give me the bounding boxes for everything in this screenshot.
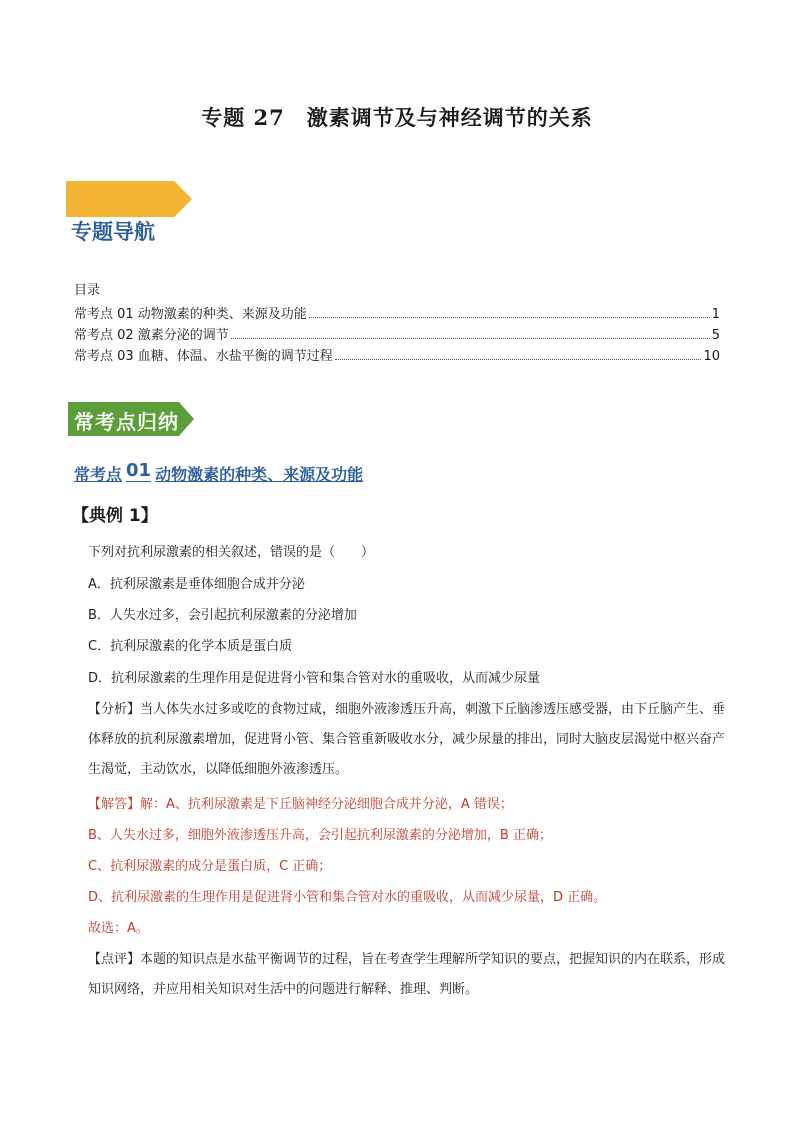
point-number: 01 — [126, 460, 152, 481]
summary-banner — [68, 402, 194, 436]
answer-line-5: 故选：A。 — [88, 921, 149, 936]
toc-item-text: 常考点 01 动物激素的种类、来源及功能 — [74, 307, 307, 322]
example-label: 【典例 1】 — [72, 506, 158, 526]
toc-label: 目录 — [74, 283, 101, 298]
summary-banner-label: 常考点归纳 — [74, 410, 179, 434]
page-title: 专题 27 激素调节及与神经调节的关系 — [201, 105, 593, 130]
toc-item-3[interactable] — [74, 346, 720, 364]
answer-line-3: C、抗利尿激素的成分是蛋白质，C 正确； — [88, 859, 332, 874]
answer-line-1 — [88, 796, 513, 814]
toc-leader — [335, 359, 702, 360]
comment-tag: 【点评】 — [88, 952, 141, 967]
toc-page: 5 — [711, 328, 720, 343]
analysis-tag: 【分析】 — [88, 702, 141, 717]
nav-banner-shape — [66, 181, 192, 217]
nav-banner — [66, 181, 192, 217]
analysis-block — [88, 695, 728, 785]
option-c: C．抗利尿激素的化学本质是蛋白质 — [88, 639, 293, 654]
toc-item-2[interactable] — [74, 325, 720, 343]
option-b: B．人失水过多，会引起抗利尿激素的分泌增加 — [88, 608, 357, 623]
answer-line-4: D、抗利尿激素的生理作用是促进肾小管和集合管对水的重吸收，从而减少尿量，D 正确。 — [88, 890, 607, 905]
toc-item-1[interactable] — [74, 304, 720, 322]
toc-page: 10 — [703, 349, 720, 364]
point-prefix: 常考点 — [74, 465, 123, 484]
comment-text: 本题的知识点是水盐平衡调节的过程，旨在考查学生理解所学知识的要点，把握知识的内在联系，形成知识网络，并应用相关知识对生活中的问题进行解释、推理、判断。 — [88, 952, 726, 997]
answer-line-2: B、人失水过多，细胞外液渗透压升高，会引起抗利尿激素的分泌增加，B 正确； — [88, 828, 552, 843]
option-d: D．抗利尿激素的生理作用是促进肾小管和集合管对水的重吸收，从而减少尿量 — [88, 671, 541, 686]
comment-block — [88, 945, 728, 1005]
nav-heading: 专题导航 — [71, 220, 155, 244]
toc-item-text: 常考点 03 血糖、体温、水盐平衡的调节过程 — [74, 349, 333, 364]
point-title: 动物激素的种类、来源及功能 — [155, 465, 364, 484]
toc-item-text: 常考点 02 激素分泌的调节 — [74, 328, 229, 343]
question-text: 下列对抗利尿激素的相关叙述，错误的是（ ） — [88, 545, 375, 560]
point-heading — [74, 462, 363, 485]
option-a: A．抗利尿激素是垂体细胞合成并分泌 — [88, 577, 305, 592]
analysis-text: 当人体失水过多或吃的食物过咸，细胞外液渗透压升高，刺激下丘脑渗透压感受器，由下丘脑产生、垂体释放的抗利尿激素增加，促进肾小管、集合管重新吸收水分，减少尿量的排出，同时大脑皮层渴觉中枢兴奋产生渴觉，主动饮水，以降低细胞外液渗透压。 — [88, 702, 726, 777]
answer-text: 解：A、抗利尿激素是下丘脑神经分泌细胞合成并分泌，A 错误； — [140, 797, 513, 812]
toc-page: 1 — [711, 307, 720, 322]
answer-tag: 【解答】 — [88, 797, 141, 812]
toc-leader — [231, 338, 710, 339]
toc-leader — [309, 317, 710, 318]
